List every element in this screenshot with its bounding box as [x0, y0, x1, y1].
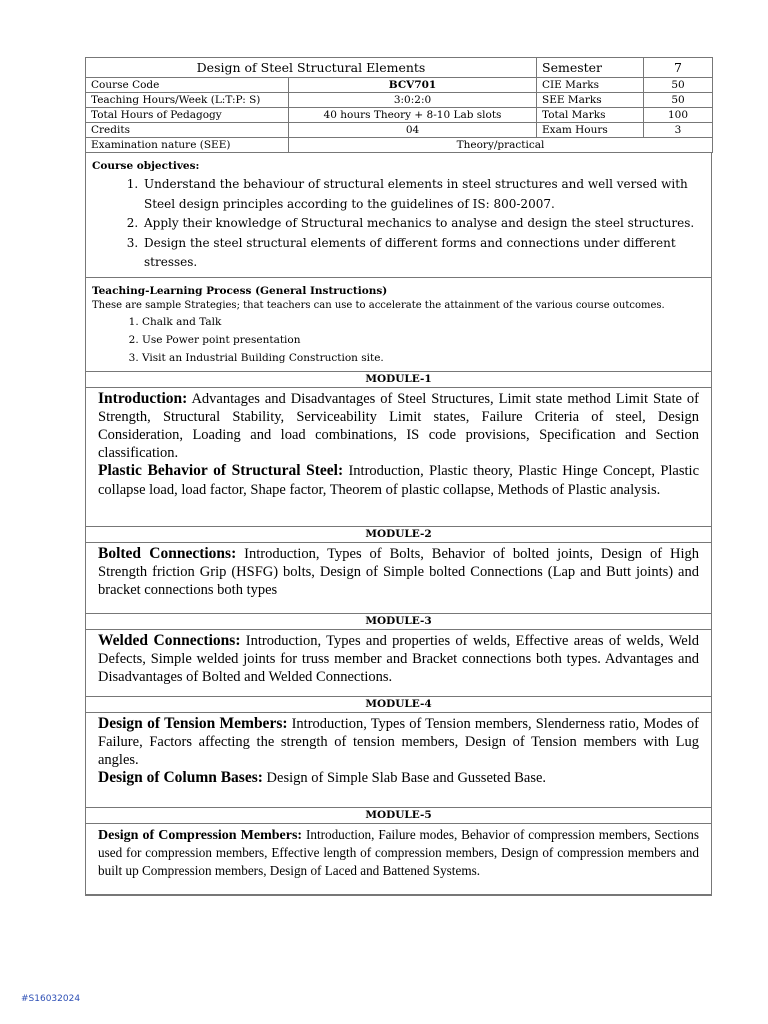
info-row: [86, 78, 713, 93]
strategy-item: 1. Chalk and Talk: [142, 313, 705, 331]
teaching-learning-intro: These are sample Strategies; that teachers can use to accelerate the attainment of the various course outcomes.: [92, 299, 665, 311]
topic-text: Introduction, Types of Tension members, Slenderness ratio, Modes of Failure, Factors affecting the strength of tension members, Design of Tension members with Lug angles.: [98, 715, 699, 768]
module-paragraph: [98, 462, 699, 498]
strategy-item: 2. Use Power point presentation: [142, 331, 705, 349]
strategy-item: 3. Visit an Industrial Building Construction site.: [142, 349, 705, 367]
info-right-label: Total Marks: [537, 108, 644, 123]
topic-heading: Design of Column Bases:: [98, 769, 263, 787]
info-label: Course Code: [86, 78, 289, 93]
info-right-value: 50: [644, 78, 713, 93]
topic-text: Introduction, Failure modes, Behavior of compression members, Sections used for compression members, Effective length of compression members, Design of compression members and built up Compression members, Design of Laced and Battened Systems.: [98, 826, 699, 878]
teaching-learning-title: Teaching-Learning Process (General Instructions): [92, 284, 388, 297]
exam-nature-row: [86, 138, 713, 153]
info-value: 3:0:2:0: [289, 93, 537, 108]
module-1-content: [86, 388, 711, 527]
module-paragraph: [98, 545, 699, 600]
info-value: BCV701: [289, 78, 537, 93]
course-objectives-title: Course objectives:: [92, 160, 200, 172]
topic-text: Introduction, Types of Bolts, Behavior of bolted joints, Design of High Strength friction Grip (HSFG) bolts, Design of Simple bolted Connections (Lap and Butt joints) and bracket connections both types: [98, 545, 699, 598]
course-objectives-section: [86, 153, 711, 278]
info-value: 04: [289, 123, 537, 138]
exam-nature-value: Theory/practical: [289, 138, 713, 153]
module-1-heading: MODULE-1: [86, 372, 711, 388]
info-label: Teaching Hours/Week (L:T:P: S): [86, 93, 289, 108]
info-right-value: 3: [644, 123, 713, 138]
info-row: [86, 93, 713, 108]
topic-heading: Design of Compression Members:: [98, 827, 303, 843]
objective-item: 1. Understand the behaviour of structural elements in steel structures and well versed with Steel design principles according to the guidelines of IS: 800-2007.: [142, 175, 705, 214]
topic-heading: Welded Connections:: [98, 631, 241, 649]
course-title: Design of Steel Structural Elements: [86, 58, 537, 78]
module-paragraph: [98, 826, 699, 880]
module-paragraph: [98, 390, 699, 463]
module-2-content: [86, 543, 711, 614]
course-objectives-list: [92, 175, 705, 273]
topic-text: Advantages and Disadvantages of Steel Structures, Limit state method Limit State of Strength, Structural Stability, Serviceability Limit states, Failure Criteria of steel, Design Consideration, Loading and load combinations, IS code provisions, Specification and Section classification.: [98, 390, 699, 462]
info-label: Credits: [86, 123, 289, 138]
module-4-heading: MODULE-4: [86, 697, 711, 713]
module-5-heading: MODULE-5: [86, 808, 711, 824]
info-right-label: Exam Hours: [537, 123, 644, 138]
topic-heading: Bolted Connections:: [98, 544, 237, 562]
info-value: 40 hours Theory + 8-10 Lab slots: [289, 108, 537, 123]
info-right-label: CIE Marks: [537, 78, 644, 93]
module-3-heading: MODULE-3: [86, 614, 711, 630]
info-right-value: 50: [644, 93, 713, 108]
title-row: [86, 58, 713, 78]
semester-label: Semester: [537, 58, 644, 78]
module-paragraph: [98, 769, 699, 787]
topic-heading: Design of Tension Members:: [98, 714, 288, 732]
info-right-label: SEE Marks: [537, 93, 644, 108]
module-4-content: [86, 713, 711, 808]
module-2-heading: MODULE-2: [86, 527, 711, 543]
topic-text: Introduction, Types and properties of welds, Effective areas of welds, Weld Defects, Simple welded joints for truss member and Bracket connections both types. Advantages and Disadvantages of Bolted and Welded Connections.: [98, 632, 699, 685]
course-info-table: [85, 57, 713, 153]
module-paragraph: [98, 632, 699, 687]
module-paragraph: [98, 715, 699, 770]
syllabus-page: [85, 57, 712, 896]
topic-text: Introduction, Plastic theory, Plastic Hinge Concept, Plastic collapse load, load factor, Shape factor, Theorem of plastic collapse, Methods of Plastic analysis.: [98, 463, 700, 498]
syllabus-body: [85, 153, 712, 896]
objective-item: 3. Design the steel structural elements of different forms and connections under different stresses.: [142, 234, 705, 273]
teaching-learning-section: [86, 278, 711, 372]
topic-heading: Introduction:: [98, 389, 188, 407]
topic-heading: Plastic Behavior of Structural Steel:: [98, 462, 344, 480]
topic-text: Design of Simple Slab Base and Gusseted Base.: [262, 770, 547, 787]
info-row: [86, 108, 713, 123]
module-5-content: [86, 824, 711, 895]
teaching-learning-list: [92, 313, 705, 367]
semester-value: 7: [644, 58, 713, 78]
document-id: #S16032024: [21, 994, 81, 1004]
info-right-value: 100: [644, 108, 713, 123]
exam-nature-label: Examination nature (SEE): [86, 138, 289, 153]
info-row: [86, 123, 713, 138]
info-label: Total Hours of Pedagogy: [86, 108, 289, 123]
objective-item: 2. Apply their knowledge of Structural mechanics to analyse and design the steel structures.: [142, 214, 705, 234]
module-3-content: [86, 630, 711, 697]
